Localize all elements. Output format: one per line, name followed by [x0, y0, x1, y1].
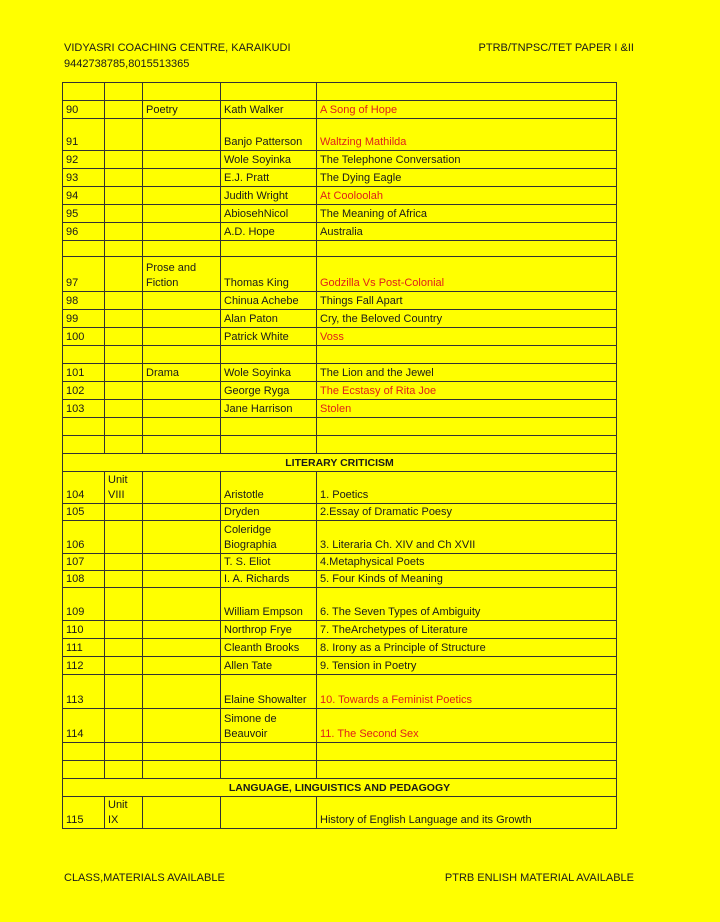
author-cell: Cleanth Brooks: [221, 639, 317, 657]
category-cell: [143, 151, 221, 169]
category-cell: Poetry: [143, 101, 221, 119]
category-cell: [143, 400, 221, 418]
work-cell: 7. TheArchetypes of Literature: [317, 621, 617, 639]
author-cell: Patrick White: [221, 328, 317, 346]
unit-cell: [105, 187, 143, 205]
section-title: LANGUAGE, LINGUISTICS AND PEDAGOGY: [63, 779, 617, 797]
unit-cell: [105, 292, 143, 310]
work-cell: Things Fall Apart: [317, 292, 617, 310]
unit-cell: Unit VIII: [105, 472, 143, 504]
author-cell: [221, 797, 317, 829]
work-cell: 1. Poetics: [317, 472, 617, 504]
category-cell: [143, 119, 221, 151]
author-cell: E.J. Pratt: [221, 169, 317, 187]
blank-cell: [63, 83, 105, 101]
author-cell: Thomas King: [221, 257, 317, 292]
blank-cell: [221, 436, 317, 454]
author-cell: T. S. Eliot: [221, 554, 317, 571]
table-row: [63, 257, 617, 292]
row-number: 106: [63, 521, 105, 554]
author-cell: Simone de Beauvoir: [221, 709, 317, 743]
row-number: 104: [63, 472, 105, 504]
category-cell: [143, 310, 221, 328]
unit-cell: Unit IX: [105, 797, 143, 829]
blank-cell: [143, 346, 221, 364]
author-cell: Banjo Patterson: [221, 119, 317, 151]
footer-left: CLASS,MATERIALS AVAILABLE: [64, 872, 225, 884]
author-cell: Wole Soyinka: [221, 364, 317, 382]
blank-cell: [221, 418, 317, 436]
row-number: 92: [63, 151, 105, 169]
blank-cell: [317, 418, 617, 436]
blank-cell: [143, 241, 221, 257]
syllabus-table: [62, 82, 617, 829]
blank-cell: [105, 346, 143, 364]
work-cell: 2.Essay of Dramatic Poesy: [317, 504, 617, 521]
section-header-row: [63, 779, 617, 797]
blank-cell: [143, 436, 221, 454]
blank-cell: [317, 83, 617, 101]
section-header-row: [63, 454, 617, 472]
row-number: 114: [63, 709, 105, 743]
institute-phone: 9442738785,8015513365: [64, 58, 190, 70]
unit-cell: [105, 571, 143, 588]
blank-cell: [221, 83, 317, 101]
blank-cell: [105, 743, 143, 761]
author-cell: Judith Wright: [221, 187, 317, 205]
work-cell: Cry, the Beloved Country: [317, 310, 617, 328]
work-cell: 11. The Second Sex: [317, 709, 617, 743]
unit-cell: [105, 205, 143, 223]
author-cell: I. A. Richards: [221, 571, 317, 588]
table-row: [63, 400, 617, 418]
unit-cell: [105, 400, 143, 418]
author-cell: Elaine Showalter: [221, 675, 317, 709]
row-number: 90: [63, 101, 105, 119]
category-cell: [143, 205, 221, 223]
row-number: 103: [63, 400, 105, 418]
author-cell: Jane Harrison: [221, 400, 317, 418]
category-cell: [143, 472, 221, 504]
blank-cell: [63, 346, 105, 364]
unit-cell: [105, 588, 143, 621]
author-cell: Kath Walker: [221, 101, 317, 119]
blank-row: [63, 743, 617, 761]
unit-cell: [105, 521, 143, 554]
blank-cell: [317, 436, 617, 454]
table-row: [63, 504, 617, 521]
row-number: 101: [63, 364, 105, 382]
work-cell: A Song of Hope: [317, 101, 617, 119]
unit-cell: [105, 657, 143, 675]
row-number: 105: [63, 504, 105, 521]
blank-cell: [317, 241, 617, 257]
table-row: [63, 223, 617, 241]
work-cell: History of English Language and its Growth: [317, 797, 617, 829]
work-cell: At Cooloolah: [317, 187, 617, 205]
blank-cell: [221, 743, 317, 761]
blank-cell: [105, 241, 143, 257]
category-cell: [143, 797, 221, 829]
category-cell: [143, 675, 221, 709]
row-number: 115: [63, 797, 105, 829]
row-number: 113: [63, 675, 105, 709]
table-row: [63, 310, 617, 328]
table-row: [63, 151, 617, 169]
category-cell: [143, 621, 221, 639]
category-cell: [143, 504, 221, 521]
category-cell: [143, 571, 221, 588]
author-cell: Aristotle: [221, 472, 317, 504]
section-title: LITERARY CRITICISM: [63, 454, 617, 472]
blank-row: [63, 241, 617, 257]
unit-cell: [105, 257, 143, 292]
header-exam: PTRB/TNPSC/TET PAPER I &II: [478, 42, 634, 54]
blank-cell: [105, 761, 143, 779]
row-number: 102: [63, 382, 105, 400]
blank-cell: [143, 418, 221, 436]
category-cell: [143, 588, 221, 621]
header-institute: [64, 40, 291, 72]
table-row: [63, 797, 617, 829]
table-row: [63, 472, 617, 504]
blank-cell: [105, 418, 143, 436]
author-cell: Dryden: [221, 504, 317, 521]
table-row: [63, 554, 617, 571]
work-cell: Stolen: [317, 400, 617, 418]
row-number: 109: [63, 588, 105, 621]
blank-row: [63, 83, 617, 101]
author-cell: A.D. Hope: [221, 223, 317, 241]
work-cell: 6. The Seven Types of Ambiguity: [317, 588, 617, 621]
work-cell: 8. Irony as a Principle of Structure: [317, 639, 617, 657]
category-cell: [143, 639, 221, 657]
unit-cell: [105, 310, 143, 328]
blank-cell: [63, 761, 105, 779]
blank-cell: [221, 346, 317, 364]
category-cell: [143, 223, 221, 241]
unit-cell: [105, 554, 143, 571]
author-cell: Coleridge Biographia: [221, 521, 317, 554]
row-number: 110: [63, 621, 105, 639]
institute-name: VIDYASRI COACHING CENTRE, KARAIKUDI: [64, 42, 291, 54]
category-cell: [143, 169, 221, 187]
work-cell: Australia: [317, 223, 617, 241]
blank-cell: [143, 761, 221, 779]
row-number: 97: [63, 257, 105, 292]
blank-cell: [63, 436, 105, 454]
unit-cell: [105, 151, 143, 169]
author-cell: AbiosehNicol: [221, 205, 317, 223]
category-cell: [143, 382, 221, 400]
blank-cell: [221, 761, 317, 779]
table-row: [63, 588, 617, 621]
blank-row: [63, 436, 617, 454]
table-row: [63, 521, 617, 554]
work-cell: 5. Four Kinds of Meaning: [317, 571, 617, 588]
work-cell: The Telephone Conversation: [317, 151, 617, 169]
work-cell: Waltzing Mathilda: [317, 119, 617, 151]
row-number: 96: [63, 223, 105, 241]
blank-cell: [105, 83, 143, 101]
category-cell: Prose and Fiction: [143, 257, 221, 292]
work-cell: 9. Tension in Poetry: [317, 657, 617, 675]
author-cell: Allen Tate: [221, 657, 317, 675]
table-row: [63, 187, 617, 205]
unit-cell: [105, 621, 143, 639]
author-cell: Chinua Achebe: [221, 292, 317, 310]
row-number: 91: [63, 119, 105, 151]
table-row: [63, 675, 617, 709]
row-number: 93: [63, 169, 105, 187]
work-cell: The Dying Eagle: [317, 169, 617, 187]
author-cell: Wole Soyinka: [221, 151, 317, 169]
unit-cell: [105, 364, 143, 382]
unit-cell: [105, 223, 143, 241]
blank-row: [63, 346, 617, 364]
footer-right: PTRB ENLISH MATERIAL AVAILABLE: [444, 872, 634, 884]
row-number: 99: [63, 310, 105, 328]
table-row: [63, 364, 617, 382]
blank-row: [63, 418, 617, 436]
blank-cell: [221, 241, 317, 257]
row-number: 107: [63, 554, 105, 571]
category-cell: [143, 521, 221, 554]
author-cell: William Empson: [221, 588, 317, 621]
category-cell: [143, 554, 221, 571]
unit-cell: [105, 101, 143, 119]
blank-cell: [317, 761, 617, 779]
author-cell: Alan Paton: [221, 310, 317, 328]
category-cell: [143, 709, 221, 743]
work-cell: 10. Towards a Feminist Poetics: [317, 675, 617, 709]
unit-cell: [105, 709, 143, 743]
blank-row: [63, 761, 617, 779]
unit-cell: [105, 639, 143, 657]
category-cell: [143, 187, 221, 205]
row-number: 94: [63, 187, 105, 205]
unit-cell: [105, 328, 143, 346]
blank-cell: [143, 743, 221, 761]
row-number: 112: [63, 657, 105, 675]
row-number: 98: [63, 292, 105, 310]
blank-cell: [105, 436, 143, 454]
work-cell: 3. Literaria Ch. XIV and Ch XVII: [317, 521, 617, 554]
unit-cell: [105, 169, 143, 187]
blank-cell: [317, 743, 617, 761]
author-cell: George Ryga: [221, 382, 317, 400]
unit-cell: [105, 675, 143, 709]
unit-cell: [105, 119, 143, 151]
row-number: 108: [63, 571, 105, 588]
table-row: [63, 328, 617, 346]
table-row: [63, 292, 617, 310]
table-row: [63, 205, 617, 223]
blank-cell: [143, 83, 221, 101]
work-cell: 4.Metaphysical Poets: [317, 554, 617, 571]
row-number: 111: [63, 639, 105, 657]
author-cell: Northrop Frye: [221, 621, 317, 639]
blank-cell: [63, 241, 105, 257]
table-row: [63, 709, 617, 743]
table-row: [63, 621, 617, 639]
unit-cell: [105, 382, 143, 400]
row-number: 100: [63, 328, 105, 346]
table-row: [63, 101, 617, 119]
row-number: 95: [63, 205, 105, 223]
table-row: [63, 571, 617, 588]
category-cell: [143, 657, 221, 675]
category-cell: [143, 292, 221, 310]
category-cell: Drama: [143, 364, 221, 382]
work-cell: The Meaning of Africa: [317, 205, 617, 223]
blank-cell: [63, 743, 105, 761]
blank-cell: [317, 346, 617, 364]
work-cell: Godzilla Vs Post-Colonial: [317, 257, 617, 292]
unit-cell: [105, 504, 143, 521]
table-row: [63, 169, 617, 187]
blank-cell: [63, 418, 105, 436]
table-row: [63, 657, 617, 675]
table-row: [63, 119, 617, 151]
work-cell: The Lion and the Jewel: [317, 364, 617, 382]
table-row: [63, 639, 617, 657]
category-cell: [143, 328, 221, 346]
work-cell: The Ecstasy of Rita Joe: [317, 382, 617, 400]
work-cell: Voss: [317, 328, 617, 346]
table-row: [63, 382, 617, 400]
